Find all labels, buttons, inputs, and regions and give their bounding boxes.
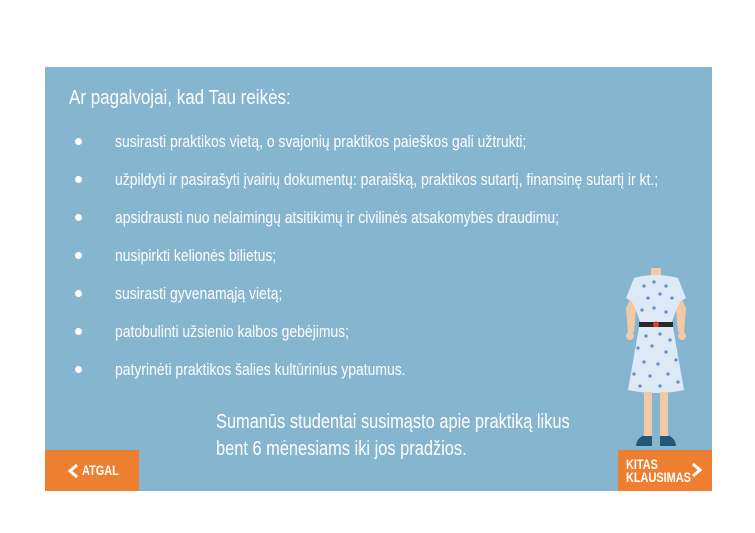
bullet-icon bbox=[75, 138, 82, 145]
tip-note bbox=[216, 409, 570, 463]
woman-illustration bbox=[620, 268, 692, 450]
bullet-icon bbox=[75, 366, 82, 373]
next-question-button[interactable] bbox=[618, 450, 712, 491]
list-item-text: apsidrausti nuo nelaimingų atsitikimų ir civilinės atsakomybės draudimu; bbox=[115, 208, 559, 227]
chevron-right-icon bbox=[691, 462, 703, 478]
tip-note-line-1: Sumanūs studentai susimąsto apie praktiką likus bbox=[216, 411, 570, 433]
tip-note-line-2: bent 6 mėnesiams iki jos pradžios. bbox=[216, 438, 467, 460]
back-button-label: ATGAL bbox=[82, 462, 119, 478]
chevron-left-icon bbox=[67, 463, 79, 479]
list-item-text: nusipirkti kelionės bilietus; bbox=[115, 246, 277, 265]
content-panel bbox=[45, 67, 712, 491]
list-item-text: patobulinti užsienio kalbos gebėjimus; bbox=[115, 322, 350, 341]
list-item-text: susirasti praktikos vietą, o svajonių praktikos paieškos gali užtrukti; bbox=[115, 132, 527, 151]
list-item-text: susirasti gyvenamąją vietą; bbox=[115, 284, 283, 303]
bullet-icon bbox=[75, 176, 82, 183]
next-button-label-line-2: KLAUSIMAS bbox=[626, 469, 691, 485]
list-item-text: patyrinėti praktikos šalies kultūrinius ypatumus. bbox=[115, 360, 406, 379]
bullet-icon bbox=[75, 214, 82, 221]
bullet-icon bbox=[75, 290, 82, 297]
list-item-text: užpildyti ir pasirašyti įvairių dokumentų: paraišką, praktikos sutartį, finansinę sutartį ir kt.; bbox=[115, 170, 659, 189]
next-button-label-line-1: KITAS bbox=[626, 456, 658, 472]
back-button[interactable] bbox=[45, 450, 139, 491]
bullet-icon bbox=[75, 252, 82, 259]
next-button-label bbox=[626, 458, 691, 484]
bullet-icon bbox=[75, 328, 82, 335]
page-title: Ar pagalvojai, kad Tau reikės: bbox=[69, 87, 291, 109]
